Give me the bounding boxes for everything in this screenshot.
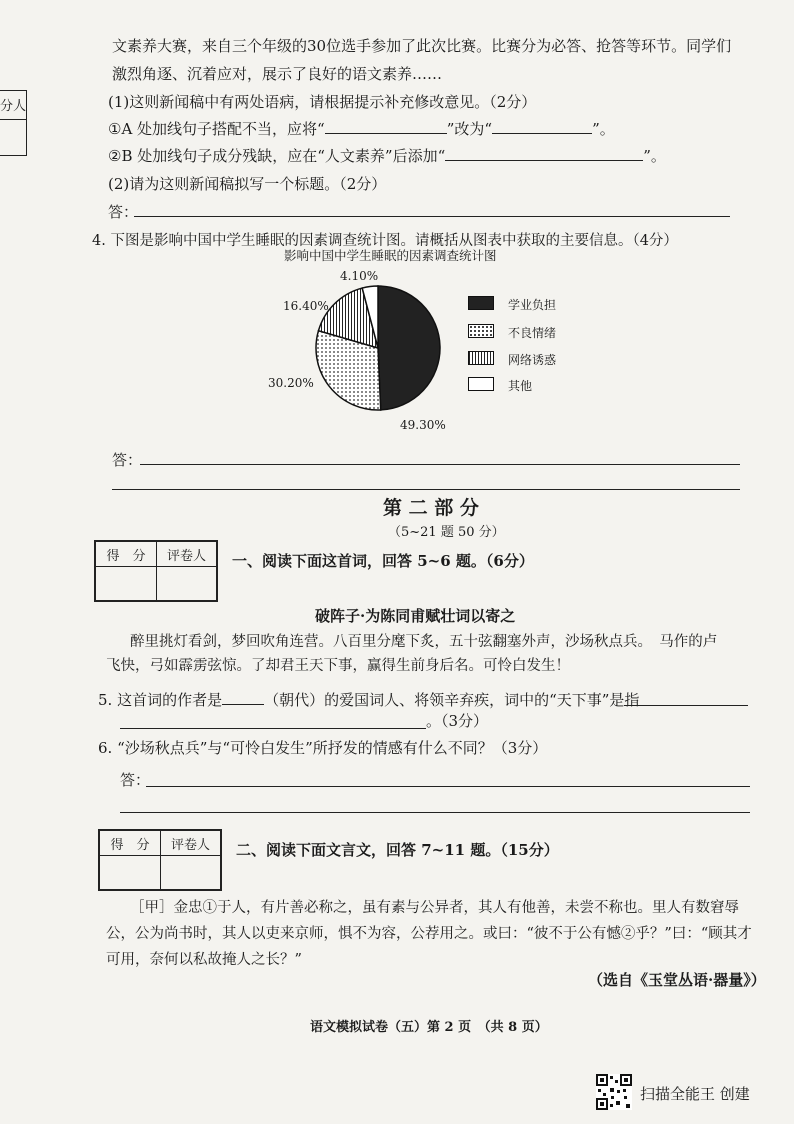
section2-heading: 二、阅读下面文言文，回答 7~11 题。（15分） xyxy=(236,841,559,859)
legend-label-other: 其他 xyxy=(508,379,533,393)
pie-label-emotion: 30.20% xyxy=(268,376,314,390)
classical-para-1: ［甲］金忠①于人，有片善必称之，虽有素与公异者，其人有他善，未尝不称也。里人有数窘辱 xyxy=(130,900,739,916)
score-cell-2[interactable] xyxy=(99,855,161,890)
q2-answer-line[interactable] xyxy=(134,216,730,217)
q2-answer-label: 答： xyxy=(108,203,139,221)
q1a-blank-2[interactable] xyxy=(492,119,592,134)
q1a-middle: ”改为“ xyxy=(446,120,493,138)
q4-answer-label: 答： xyxy=(112,451,143,469)
q5-blank-meaning-a[interactable] xyxy=(624,705,748,706)
section1-heading: 一、阅读下面这首词，回答 5~6 题。（6分） xyxy=(232,552,534,570)
classical-source: （选自《玉堂丛语·器量》） xyxy=(588,971,766,989)
legend-swatch-emotion xyxy=(468,324,494,338)
q5-line xyxy=(98,690,639,710)
legend-label-emotion: 不良情绪 xyxy=(508,326,557,340)
q1a-prefix: ①A 处加线句子搭配不当，应将“ xyxy=(108,120,325,138)
pie-label-study: 49.30% xyxy=(400,418,446,432)
grader-header: 评卷人 xyxy=(156,541,217,567)
pie-label-network: 16.40% xyxy=(283,299,329,313)
left-fragment-label: 分人 xyxy=(0,99,27,114)
poem-line-1: 醉里挑灯看剑，梦回吹角连营。八百里分麾下炙，五十弦翻塞外声，沙场秋点兵。 马作的卢 xyxy=(130,634,718,650)
poem-line-2: 飞快，弓如霹雳弦惊。了却君王天下事，赢得生前身后名。可怜白发生！ xyxy=(106,658,570,674)
q4-prompt: 4. 下图是影响中国中学生睡眠的因素调查统计图。请概括从图表中获取的主要信息。（4分） xyxy=(92,233,678,249)
score-table-1 xyxy=(94,540,218,602)
grader-cell[interactable] xyxy=(156,566,217,601)
pie-chart-title: 影响中国中学生睡眠的因素调查统计图 xyxy=(284,248,497,263)
q6-answer-line-1[interactable] xyxy=(146,786,750,787)
q1b-end: ”。 xyxy=(643,147,666,165)
q5-blank-meaning-b[interactable] xyxy=(120,728,426,729)
legend-swatch-other xyxy=(468,377,494,391)
score-table-2 xyxy=(98,829,222,891)
q1a-line xyxy=(108,119,615,139)
classical-para-2: 公，公为尚书时，其人以吏来京师，惧不为容，公荐用之。或曰：“彼不于公有憾②乎？”曰：“顾其才 xyxy=(106,926,752,942)
score-header: 得 分 xyxy=(95,541,157,567)
page-footer: 语文模拟试卷（五）第 2 页 （共 8 页） xyxy=(310,1020,548,1035)
q6-prompt: 6. “沙场秋点兵”与“可怜白发生”所抒发的情感有什么不同？（3分） xyxy=(98,739,548,757)
q5-prefix: 5. 这首词的作者是 xyxy=(98,691,223,709)
scanner-watermark: 扫描全能王 创建 xyxy=(640,1085,750,1103)
grader-header-2: 评卷人 xyxy=(160,830,221,856)
part2-title: 第 二 部 分 xyxy=(383,497,479,519)
part2-subtitle: （5~21 题 50 分） xyxy=(388,525,505,540)
legend-swatch-network xyxy=(468,351,494,365)
classical-para-3: 可用，奈何以私故掩人之长？” xyxy=(106,952,302,968)
score-cell[interactable] xyxy=(95,566,157,601)
left-score-box-fragment xyxy=(0,90,27,156)
pie-slice-study xyxy=(378,286,440,410)
q6-answer-label: 答： xyxy=(120,771,151,789)
q4-answer-line-1[interactable] xyxy=(140,464,740,465)
news-text-line1: 文素养大赛，来自三个年级的30位选手参加了此次比赛。比赛分为必答、抢答等环节。同学们 xyxy=(112,37,732,55)
poem-title: 破阵子·为陈同甫赋壮词以寄之 xyxy=(315,607,516,625)
q1-prompt: (1)这则新闻稿中有两处语病，请根据提示补充修改意见。（2分） xyxy=(108,93,537,111)
q5-blank-dynasty[interactable] xyxy=(222,690,264,705)
qr-code-icon xyxy=(596,1074,632,1110)
news-text-line2: 激烈角逐、沉着应对，展示了良好的语文素养…… xyxy=(112,65,443,83)
q2-prompt: (2)请为这则新闻稿拟写一个标题。（2分） xyxy=(108,175,387,193)
q5-middle: （朝代）的爱国词人、将领辛弃疾，词中的“天下事”是指 xyxy=(264,691,640,709)
legend-label-network: 网络诱惑 xyxy=(508,353,557,367)
q5-end: 。（3分） xyxy=(426,712,489,730)
q1b-blank[interactable] xyxy=(445,146,643,161)
pie-chart xyxy=(300,270,460,430)
legend-swatch-study xyxy=(468,296,494,310)
score-header-2: 得 分 xyxy=(99,830,161,856)
grader-cell-2[interactable] xyxy=(160,855,221,890)
q1a-end: ”。 xyxy=(592,120,615,138)
q4-answer-line-2[interactable] xyxy=(112,489,740,490)
pie-label-other: 4.10% xyxy=(340,269,379,283)
q1a-blank-1[interactable] xyxy=(325,119,447,134)
q1b-line xyxy=(108,146,666,166)
q6-answer-line-2[interactable] xyxy=(120,812,750,813)
legend-label-study: 学业负担 xyxy=(508,298,557,312)
q1b-prefix: ②B 处加线句子成分残缺，应在“人文素养”后添加“ xyxy=(108,147,446,165)
